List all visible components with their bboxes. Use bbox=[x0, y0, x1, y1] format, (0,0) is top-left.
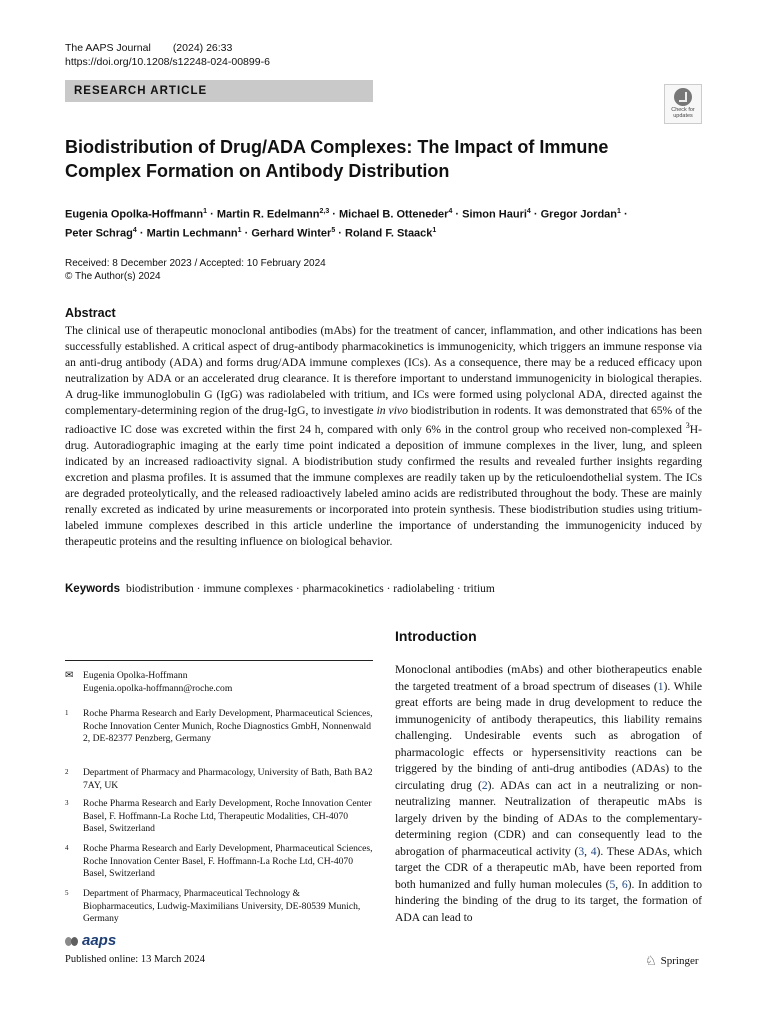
affiliation bbox=[65, 767, 373, 792]
citation-separator: , bbox=[615, 877, 622, 891]
author-affiliation-mark: 2,3 bbox=[319, 208, 330, 215]
author-separator: · bbox=[530, 208, 541, 221]
intro-text-4: ). These ADAs, which target the CDR of a therapeutic mAb, have been reported from both humanized and fully human molecules ( bbox=[395, 844, 702, 891]
aaps-logo bbox=[65, 932, 116, 949]
doi-link[interactable]: https://doi.org/10.1208/s12248-024-00899-6 bbox=[65, 56, 270, 68]
citation-separator: , bbox=[584, 844, 591, 858]
keywords-text: biodistribution · immune complexes · pharmacokinetics · radiolabeling · tritium bbox=[125, 583, 495, 595]
aaps-mark-icon bbox=[65, 936, 79, 946]
journal-volume: (2024) 26:33 bbox=[172, 42, 233, 54]
envelope-icon: ✉ bbox=[65, 670, 74, 681]
author[interactable]: Simon Hauri bbox=[462, 208, 527, 221]
author-separator: · bbox=[335, 227, 345, 240]
abstract-part1: The clinical use of therapeutic monoclonal antibodies (mAbs) for the treatment of cancer, inflammation, and other indications has been successfully established. A critical aspect of drug-antibody pharmacokinetics is immunogenicity, which triggers an immune response via an anti-drug antibody (ADA) and forms drug/ADA immune complexes (ICs). As a consequence, there may be a reduced efficacy upon neutralization by ADA or an accelerated drug clearance. It is therefore important to understand immunogenicity in biological therapies. A drug-like immunoglobulin G (IgG) was radiolabeled with tritium, and ICs were formed using polyclonal ADA, directed against the complementary-determining region of the drug-IgG, to investigate bbox=[65, 324, 702, 417]
introduction-body bbox=[395, 662, 702, 926]
abstract-part2: biodistribution in rodents. It was demonstrated that 65% of the radioactive IC dose was excreted within the first 24 h, compared with only 6% in the control group who received non-complexed bbox=[65, 403, 702, 437]
affiliation bbox=[65, 843, 373, 881]
check-for-updates-badge[interactable] bbox=[664, 84, 702, 124]
keywords-label: Keywords bbox=[65, 583, 120, 595]
introduction-heading: Introduction bbox=[395, 628, 477, 644]
citation-link[interactable]: 5 bbox=[609, 877, 616, 891]
copyright: © The Author(s) 2024 bbox=[65, 271, 161, 282]
keywords bbox=[65, 583, 495, 595]
intro-text-1: Monoclonal antibodies (mAbs) and other biotherapeutics enable the targeted treatment of a broad spectrum of diseases ( bbox=[395, 663, 702, 693]
affiliation-number: 4 bbox=[65, 844, 69, 852]
affiliation-text: Department of Pharmacy, Pharmaceutical Technology & Biopharmaceutics, Ludwig-Maximilians University, DE-80539 Munich, Germany bbox=[83, 888, 361, 924]
affiliation-text: Roche Pharma Research and Early Development, Pharmaceutical Sciences, Roche Innovation Center Basel, F. Hoffmann-La Roche Ltd, CH-4070 Basel, Switzerland bbox=[83, 843, 373, 879]
affiliation-text: Roche Pharma Research and Early Development, Roche Innovation Center Basel, F. Hoffmann-La Roche Ltd, Therapeutic Modalities, CH-4070 Basel, Switzerland bbox=[83, 798, 372, 834]
intro-text-5: ). In addition to hindering the binding of the drug to its target, the formation of ADA can lead to bbox=[395, 877, 703, 924]
author-separator: · bbox=[136, 227, 147, 240]
article-title: Biodistribution of Drug/ADA Complexes: The Impact of Immune Complex Formation on Antibody Distribution bbox=[65, 137, 609, 181]
abstract-part3: H-drug. Autoradiographic imaging at the early time point indicated a deposition of immune complexes in the liver, lung, and spleen indicated by an increased radioactivity signal. A biodistribution study confirmed the results and revealed further insights regarding excretion and plasma profiles. It is assumed that the immune complexes are readily taken up by the reticuloendothelial system. The ICs are degraded proteolytically, and the released radioactively labeled amino acids are redistributed throughout the body. These are mainly renally excreted as indicated by urine measurements or incorporated into protein synthesis. These biodistribution studies using tritium-labeled immune complexes described in this article underline the importance of understanding the immunogenicity induced by therapeutic proteins and the resulting influence on biological behavior. bbox=[65, 423, 702, 548]
author[interactable]: Eugenia Opolka-Hoffmann bbox=[65, 208, 204, 221]
author[interactable]: Martin Lechmann bbox=[146, 227, 238, 240]
aaps-logo-text: aaps bbox=[82, 932, 117, 949]
article-type-banner: RESEARCH ARTICLE bbox=[65, 80, 373, 102]
author-separator: · bbox=[241, 227, 252, 240]
author-separator: · bbox=[329, 208, 340, 221]
footnote-divider bbox=[65, 660, 373, 661]
author[interactable]: Roland F. Staack bbox=[345, 227, 433, 240]
author[interactable]: Michael B. Otteneder bbox=[339, 208, 449, 221]
abstract-body bbox=[65, 323, 702, 550]
intro-text-2: ). While great efforts are being made in drug development to reduce the immunogenicity of antibody therapeutics, this liability remains challenging. Undesirable events such as abrogation of pharmacologic effects or hypersensitivity reactions can be triggered by the binding of anti-drug antibodies (ADAs) to the circulating drug ( bbox=[395, 679, 702, 792]
author[interactable]: Martin R. Edelmann bbox=[216, 208, 320, 221]
author-affiliation-mark: 1 bbox=[203, 208, 208, 215]
publisher-name: Springer bbox=[660, 955, 699, 967]
affiliation-number: 5 bbox=[65, 889, 69, 897]
author[interactable]: Gerhard Winter bbox=[251, 227, 332, 240]
affiliation-number: 2 bbox=[65, 768, 69, 776]
journal-name: The AAPS Journal bbox=[65, 42, 151, 54]
abstract-isotope: 3 bbox=[685, 421, 690, 431]
citation-link[interactable]: 4 bbox=[590, 844, 597, 858]
author-affiliation-mark: 5 bbox=[331, 226, 336, 234]
affiliation-text: Roche Pharma Research and Early Development, Pharmaceutical Sciences, Roche Innovation Center Munich, Roche Diagnostics GmbH, Nonnenwald 2, DE-82377 Penzberg, Germany bbox=[83, 708, 373, 744]
author-separator: · bbox=[620, 208, 628, 221]
correspondence bbox=[65, 670, 373, 695]
affiliation bbox=[65, 798, 373, 836]
abstract-in-vivo: in vivo bbox=[376, 403, 408, 417]
author-separator: · bbox=[207, 208, 217, 221]
affiliation-number: 1 bbox=[65, 709, 69, 717]
check-updates-line2: updates bbox=[673, 113, 693, 119]
affiliation bbox=[65, 888, 373, 926]
author-affiliation-mark: 4 bbox=[132, 226, 137, 234]
author[interactable]: Gregor Jordan bbox=[540, 208, 618, 221]
author[interactable]: Peter Schrag bbox=[65, 227, 133, 240]
corresponding-author: Eugenia Opolka-Hoffmann bbox=[83, 670, 188, 681]
springer-logo bbox=[645, 953, 699, 969]
article-dates bbox=[65, 257, 326, 283]
author-affiliation-mark: 1 bbox=[432, 226, 437, 234]
citation-link[interactable]: 3 bbox=[578, 844, 585, 858]
abstract-heading: Abstract bbox=[65, 306, 116, 320]
journal-header bbox=[65, 41, 270, 69]
author-affiliation-mark: 4 bbox=[526, 208, 531, 215]
intro-text-3: ). ADAs can act in a neutralizing or non-neutralizing manner. Neutralization of therapeutic mAbs is largely driven by the binding of ADAs to the complementary-determining region (CDR) and can consequently lead to the abrogation of pharmaceutical activity ( bbox=[395, 778, 703, 858]
check-updates-icon bbox=[674, 88, 692, 106]
check-updates-line1: Check for bbox=[671, 107, 695, 113]
affiliation-number: 3 bbox=[65, 799, 69, 807]
received-accepted: Received: 8 December 2023 / Accepted: 10 February 2024 bbox=[65, 258, 326, 269]
author-affiliation-mark: 4 bbox=[448, 208, 453, 215]
email-link[interactable]: Eugenia.opolka-hoffmann@roche.com bbox=[83, 682, 233, 694]
author-separator: · bbox=[452, 208, 463, 221]
citation-link[interactable]: 6 bbox=[621, 877, 628, 891]
affiliation bbox=[65, 708, 373, 746]
published-date: Published online: 13 March 2024 bbox=[65, 954, 205, 965]
citation-link[interactable]: 1 bbox=[657, 679, 664, 693]
citation-link[interactable]: 2 bbox=[481, 778, 488, 792]
springer-horse-icon: ♘ bbox=[645, 953, 657, 968]
author-affiliation-mark: 1 bbox=[237, 226, 242, 234]
affiliation-text: Department of Pharmacy and Pharmacology, University of Bath, Bath BA2 7AY, UK bbox=[83, 767, 373, 791]
author-affiliation-mark: 1 bbox=[617, 208, 621, 215]
author-list bbox=[65, 204, 705, 241]
